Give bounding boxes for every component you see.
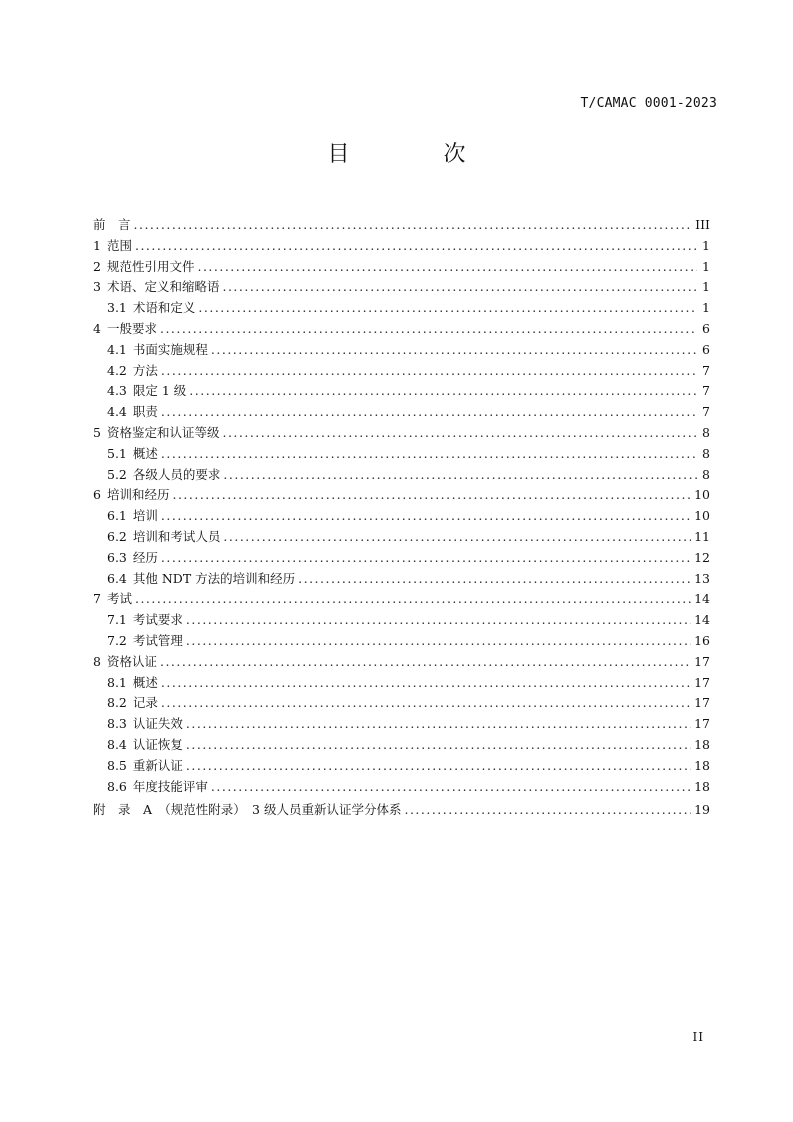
- toc-entry-label: 资格鉴定和认证等级: [106, 424, 220, 440]
- toc-leader-dots: [186, 631, 691, 652]
- toc-title: 目 次: [327, 142, 502, 167]
- toc-entry-page: 12: [694, 549, 710, 565]
- toc-entry[interactable]: [93, 673, 710, 694]
- toc-entry-number: 4.1: [107, 341, 127, 357]
- toc-entry[interactable]: [93, 381, 710, 402]
- document-code: T/CAMAC 0001-2023: [580, 96, 717, 111]
- toc-entry-page: 7: [702, 404, 710, 420]
- toc-entry[interactable]: [93, 652, 710, 673]
- toc-entry[interactable]: [93, 236, 710, 257]
- toc-entry-page: 1: [702, 279, 710, 295]
- toc-leader-dots: [161, 444, 697, 465]
- toc-entry-page: 11: [694, 528, 710, 544]
- toc-entry-page: 17: [694, 695, 710, 711]
- toc-leader-dots: [198, 298, 697, 319]
- toc-entry-page: 8: [702, 466, 710, 482]
- toc-entry-label: 书面实施规程: [132, 341, 208, 357]
- toc-entry-page: 13: [694, 570, 710, 586]
- toc-entry-number: 6.4: [107, 570, 127, 586]
- toc-entry-page: 8: [702, 445, 710, 461]
- toc-leader-dots: [135, 589, 691, 610]
- toc-entry[interactable]: [93, 215, 710, 236]
- toc-entry-page: 10: [694, 508, 710, 524]
- toc-entry-page: 14: [694, 591, 710, 607]
- toc-entry-label: 各级人员的要求: [132, 466, 221, 482]
- toc-entry[interactable]: [93, 277, 710, 298]
- toc-entry[interactable]: [93, 631, 710, 652]
- toc-entry-label: 一般要求: [106, 320, 157, 336]
- toc-entry-number: 8.3: [107, 716, 127, 732]
- toc-entry[interactable]: [93, 506, 710, 527]
- toc-leader-dots: [211, 777, 691, 798]
- toc-leader-dots: [160, 319, 697, 340]
- toc-entry[interactable]: [93, 569, 710, 590]
- toc-leader-dots: [222, 423, 697, 444]
- toc-leader-dots: [160, 652, 691, 673]
- toc-entry-label: 记录: [132, 695, 158, 711]
- toc-entry-number: 2: [93, 258, 101, 274]
- toc-entry-number: 7.2: [107, 632, 127, 648]
- toc-entry[interactable]: [93, 361, 710, 382]
- toc-entry-page: 6: [702, 320, 710, 336]
- toc-entry[interactable]: [93, 777, 710, 798]
- toc-entry-page: III: [695, 217, 710, 232]
- toc-entry[interactable]: [93, 402, 710, 423]
- toc-entry-page: 18: [694, 757, 710, 773]
- toc-entry-label: 培训: [132, 508, 158, 524]
- toc-leader-dots: [223, 465, 697, 486]
- toc-entry-number: 8.4: [107, 736, 127, 752]
- toc-leader-dots: [186, 610, 691, 631]
- toc-entry-page: 1: [702, 258, 710, 274]
- toc-entry-number: 8: [93, 653, 101, 669]
- toc-leader-dots: [404, 800, 691, 821]
- toc-entry-page: 14: [694, 612, 710, 628]
- toc-leader-dots: [161, 673, 691, 694]
- toc-entry[interactable]: [93, 257, 710, 278]
- toc-entry[interactable]: [93, 423, 710, 444]
- toc-entry-page: 17: [694, 716, 710, 732]
- toc-entry-label: 培训和经历: [106, 487, 170, 503]
- toc-entry-label: 重新认证: [132, 757, 183, 773]
- toc-entry-label: 认证失效: [132, 716, 183, 732]
- toc-leader-dots: [189, 381, 697, 402]
- toc-entry-number: 6.2: [107, 528, 127, 544]
- toc-entry[interactable]: [93, 298, 710, 319]
- toc-entry-page: 6: [702, 341, 710, 357]
- toc-leader-dots: [172, 485, 691, 506]
- toc-entry-label: 职责: [132, 404, 158, 420]
- toc-leader-dots: [161, 693, 691, 714]
- toc-leader-dots: [223, 527, 691, 548]
- toc-leader-dots: [197, 257, 697, 278]
- toc-entry-number: 8.2: [107, 695, 127, 711]
- table-of-contents: [93, 215, 710, 821]
- toc-entry-label: 考试管理: [132, 632, 183, 648]
- toc-entry-page: 10: [694, 487, 710, 503]
- toc-leader-dots: [186, 756, 691, 777]
- toc-leader-dots: [135, 236, 697, 257]
- toc-entry-number: 6.3: [107, 549, 127, 565]
- toc-entry[interactable]: [93, 714, 710, 735]
- toc-entry[interactable]: [93, 485, 710, 506]
- toc-leader-dots: [161, 361, 697, 382]
- toc-entry-number: 7.1: [107, 612, 127, 628]
- toc-entry-label: 附 录 A （规范性附录） 3 级人员重新认证学分体系: [93, 802, 402, 818]
- toc-entry-label: 规范性引用文件: [106, 258, 195, 274]
- toc-entry-page: 18: [694, 736, 710, 752]
- toc-entry-page: 17: [694, 653, 710, 669]
- toc-entry[interactable]: [93, 735, 710, 756]
- toc-entry-number: 3: [93, 279, 101, 295]
- toc-entry-label: 培训和考试人员: [132, 528, 221, 544]
- toc-entry-number: 6: [93, 487, 101, 503]
- toc-entry[interactable]: [93, 548, 710, 569]
- toc-leader-dots: [186, 735, 691, 756]
- toc-entry-page: 19: [694, 802, 710, 818]
- toc-entry-label: 概述: [132, 674, 158, 690]
- toc-entry-number: 8.5: [107, 757, 127, 773]
- toc-leader-dots: [161, 506, 691, 527]
- toc-entry[interactable]: [93, 610, 710, 631]
- toc-entry-number: 1: [93, 237, 101, 253]
- toc-entry-number: 4.3: [107, 383, 127, 399]
- toc-entry[interactable]: [93, 800, 710, 821]
- toc-entry-number: 7: [93, 591, 101, 607]
- toc-entry-number: 5: [93, 424, 101, 440]
- toc-leader-dots: [161, 548, 691, 569]
- toc-leader-dots: [222, 277, 697, 298]
- toc-entry[interactable]: [93, 444, 710, 465]
- toc-entry-number: 4.4: [107, 404, 127, 420]
- toc-entry-page: 7: [702, 362, 710, 378]
- toc-entry-number: 3.1: [107, 300, 127, 316]
- toc-entry[interactable]: [93, 465, 710, 486]
- toc-entry-label: 限定 1 级: [132, 383, 187, 399]
- toc-leader-dots: [161, 402, 697, 423]
- toc-entry-label: 经历: [132, 549, 158, 565]
- toc-entry-label: 前 言: [93, 217, 131, 232]
- toc-entry-label: 年度技能评审: [132, 778, 208, 794]
- toc-leader-dots: [134, 215, 693, 236]
- toc-entry-number: 4: [93, 320, 101, 336]
- toc-entry-page: 7: [702, 383, 710, 399]
- toc-leader-dots: [211, 340, 697, 361]
- toc-entry-number: 5.2: [107, 466, 127, 482]
- toc-entry-label: 认证恢复: [132, 736, 183, 752]
- toc-entry-page: 18: [694, 778, 710, 794]
- toc-entry[interactable]: [93, 756, 710, 777]
- toc-entry-page: 17: [694, 674, 710, 690]
- toc-entry-number: 5.1: [107, 445, 127, 461]
- toc-entry-number: 8.6: [107, 778, 127, 794]
- toc-entry-page: 8: [702, 424, 710, 440]
- toc-entry-page: 1: [702, 300, 710, 316]
- toc-entry-label: 考试要求: [132, 612, 183, 628]
- toc-entry-page: 16: [694, 632, 710, 648]
- toc-entry-page: 1: [702, 237, 710, 253]
- toc-entry-label: 术语和定义: [132, 300, 196, 316]
- toc-leader-dots: [186, 714, 691, 735]
- toc-entry-label: 其他 NDT 方法的培训和经历: [132, 570, 296, 586]
- toc-entry[interactable]: [93, 319, 710, 340]
- toc-entry-number: 8.1: [107, 674, 127, 690]
- toc-entry-label: 范围: [106, 237, 132, 253]
- toc-entry-number: 4.2: [107, 362, 127, 378]
- toc-entry[interactable]: [93, 340, 710, 361]
- toc-entry[interactable]: [93, 527, 710, 548]
- toc-entry-label: 资格认证: [106, 653, 157, 669]
- toc-entry-label: 考试: [106, 591, 132, 607]
- toc-leader-dots: [298, 569, 691, 590]
- page-number: II: [692, 1030, 704, 1044]
- toc-entry[interactable]: [93, 693, 710, 714]
- toc-entry-label: 术语、定义和缩略语: [106, 279, 220, 295]
- toc-entry-number: 6.1: [107, 508, 127, 524]
- toc-entry-label: 概述: [132, 445, 158, 461]
- toc-entry[interactable]: [93, 589, 710, 610]
- toc-entry-label: 方法: [132, 362, 158, 378]
